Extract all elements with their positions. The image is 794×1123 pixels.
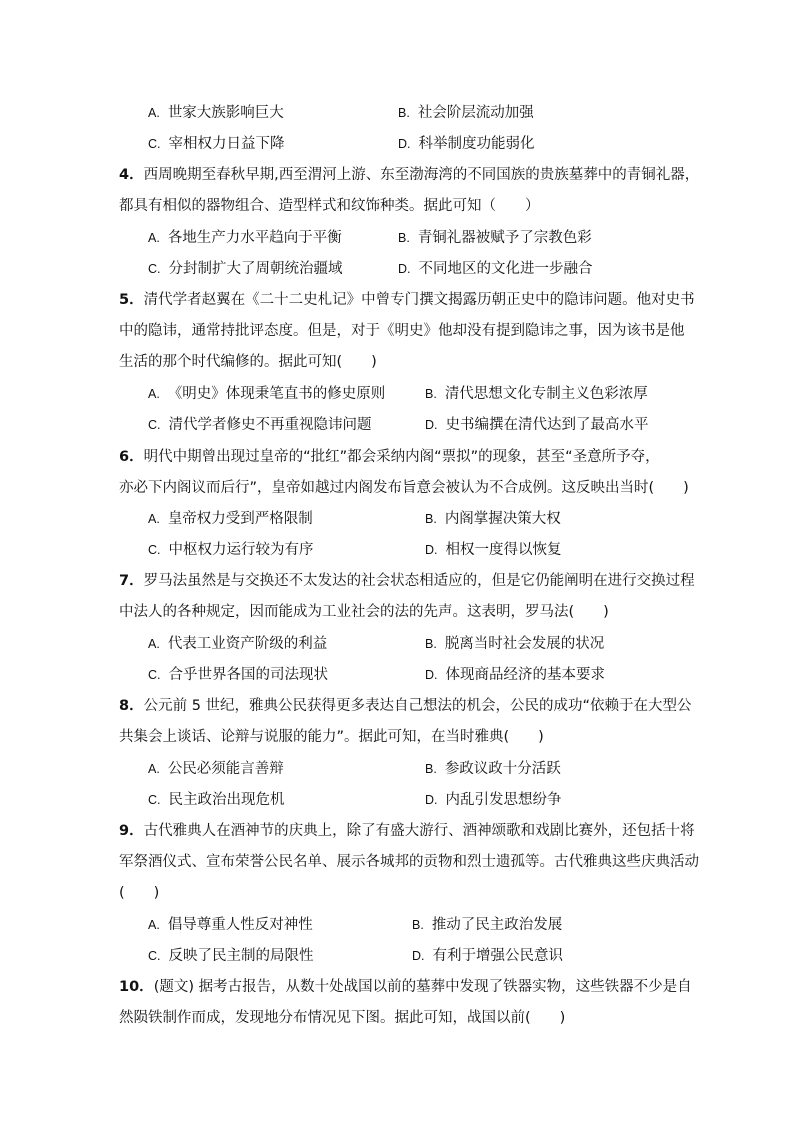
q8-option-b[interactable]: B. 参政议政十分活跃	[425, 761, 561, 777]
q4-option-a[interactable]: A. 各地生产力水平趋向于平衡	[148, 230, 342, 246]
q7-stem-line-2: 中法人的各种规定，因而能成为工业社会的法的先声。这表明，罗马法( )	[119, 604, 609, 620]
q6-option-a[interactable]: A. 皇帝权力受到严格限制	[148, 511, 313, 527]
q7-option-d[interactable]: D. 体现商品经济的基本要求	[425, 667, 605, 683]
q5-option-c[interactable]: C. 清代学者修史不再重视隐讳问题	[148, 417, 372, 433]
q6-stem-line-2: 亦必下内阁议而后行”，皇帝如越过内阁发布旨意会被认为不合成例。这反映出当时( )	[119, 480, 689, 496]
q4-stem-line-1: 4．西周晚期至春秋早期,西至渭河上游、东至渤海湾的不同国族的贵族墓葬中的青铜礼器，	[119, 167, 700, 183]
q5-stem-line-2: 中的隐讳，通常持批评态度。但是，对于《明史》他却没有提到隐讳之事，因为该书是他	[119, 323, 685, 339]
q9-option-a[interactable]: A. 倡导尊重人性反对神性	[148, 917, 313, 933]
q9-stem-line-3: ( )	[119, 885, 160, 901]
q8-stem-line-1: 8．公元前 5 世纪，雅典公民获得更多表达自己想法的机会，公民的成功“依赖于在大型公	[119, 698, 692, 714]
q10-stem-line-1: 10．(题文) 据考古报告，从数十处战国以前的墓葬中发现了铁器实物，这些铁器不少是自	[119, 979, 692, 995]
q3-option-b[interactable]: B. 社会阶层流动加强	[398, 105, 534, 121]
q7-option-a[interactable]: A. 代表工业资产阶级的利益	[148, 636, 328, 652]
q5-stem-line-1: 5．清代学者赵翼在《二十二史札记》中曾专门撰文揭露历朝正史中的隐讳问题。他对史书	[119, 292, 695, 308]
q4-stem-line-2: 都具有相似的器物组合、造型样式和纹饰种类。据此可知（ ）	[119, 198, 540, 214]
q9-stem-line-2: 军祭酒仪式、宣布荣誉公民名单、展示各城邦的贡物和烈士遗孤等。古代雅典这些庆典活动	[119, 854, 699, 870]
q7-stem-line-1: 7．罗马法虽然是与交换还不太发达的社会状态相适应的，但是它仍能阐明在进行交换过程	[119, 573, 695, 589]
q8-option-d[interactable]: D. 内乱引发思想纷争	[425, 792, 562, 808]
q6-option-b[interactable]: B. 内阁掌握决策大权	[425, 511, 561, 527]
q8-option-a[interactable]: A. 公民必须能言善辩	[148, 761, 284, 777]
q6-option-d[interactable]: D. 相权一度得以恢复	[425, 542, 562, 558]
q5-option-b[interactable]: B. 清代思想文化专制主义色彩浓厚	[425, 386, 648, 402]
q8-stem-line-2: 共集会上谈话、论辩与说服的能力”。据此可知，在当时雅典( )	[119, 729, 544, 745]
q5-stem-line-3: 生活的那个时代编修的。据此可知( )	[119, 354, 377, 370]
q8-option-c[interactable]: C. 民主政治出现危机	[148, 792, 285, 808]
q3-option-c[interactable]: C. 宰相权力日益下降	[148, 136, 285, 152]
q3-option-a[interactable]: A. 世家大族影响巨大	[148, 105, 284, 121]
q9-option-c[interactable]: C. 反映了民主制的局限性	[148, 948, 314, 964]
q3-option-d[interactable]: D. 科举制度功能弱化	[398, 136, 535, 152]
q9-stem-line-1: 9．古代雅典人在酒神节的庆典上，除了有盛大游行、酒神颂歌和戏剧比赛外，还包括十将	[119, 823, 695, 839]
q9-option-d[interactable]: D. 有利于增强公民意识	[412, 948, 563, 964]
q4-option-d[interactable]: D. 不同地区的文化进一步融合	[398, 261, 593, 277]
q7-option-b[interactable]: B. 脱离当时社会发展的状况	[425, 636, 605, 652]
q6-option-c[interactable]: C. 中枢权力运行较为有序	[148, 542, 314, 558]
q7-option-c[interactable]: C. 合乎世界各国的司法现状	[148, 667, 328, 683]
q9-option-b[interactable]: B. 推动了民主政治发展	[412, 917, 563, 933]
q6-stem-line-1: 6．明代中期曾出现过皇帝的“批红”都会采纳内阁“票拟”的现象，甚至“圣意所予夺，	[119, 449, 660, 465]
q4-option-c[interactable]: C. 分封制扩大了周朝统治疆域	[148, 261, 343, 277]
q4-option-b[interactable]: B. 青铜礼器被赋予了宗教色彩	[398, 230, 592, 246]
q5-option-d[interactable]: D. 史书编撰在清代达到了最高水平	[425, 417, 649, 433]
q5-option-a[interactable]: A. 《明史》体现秉笔直书的修史原则	[148, 386, 386, 402]
q10-stem-line-2: 然陨铁制作而成，发现地分布情况见下图。据此可知，战国以前( )	[119, 1010, 566, 1026]
